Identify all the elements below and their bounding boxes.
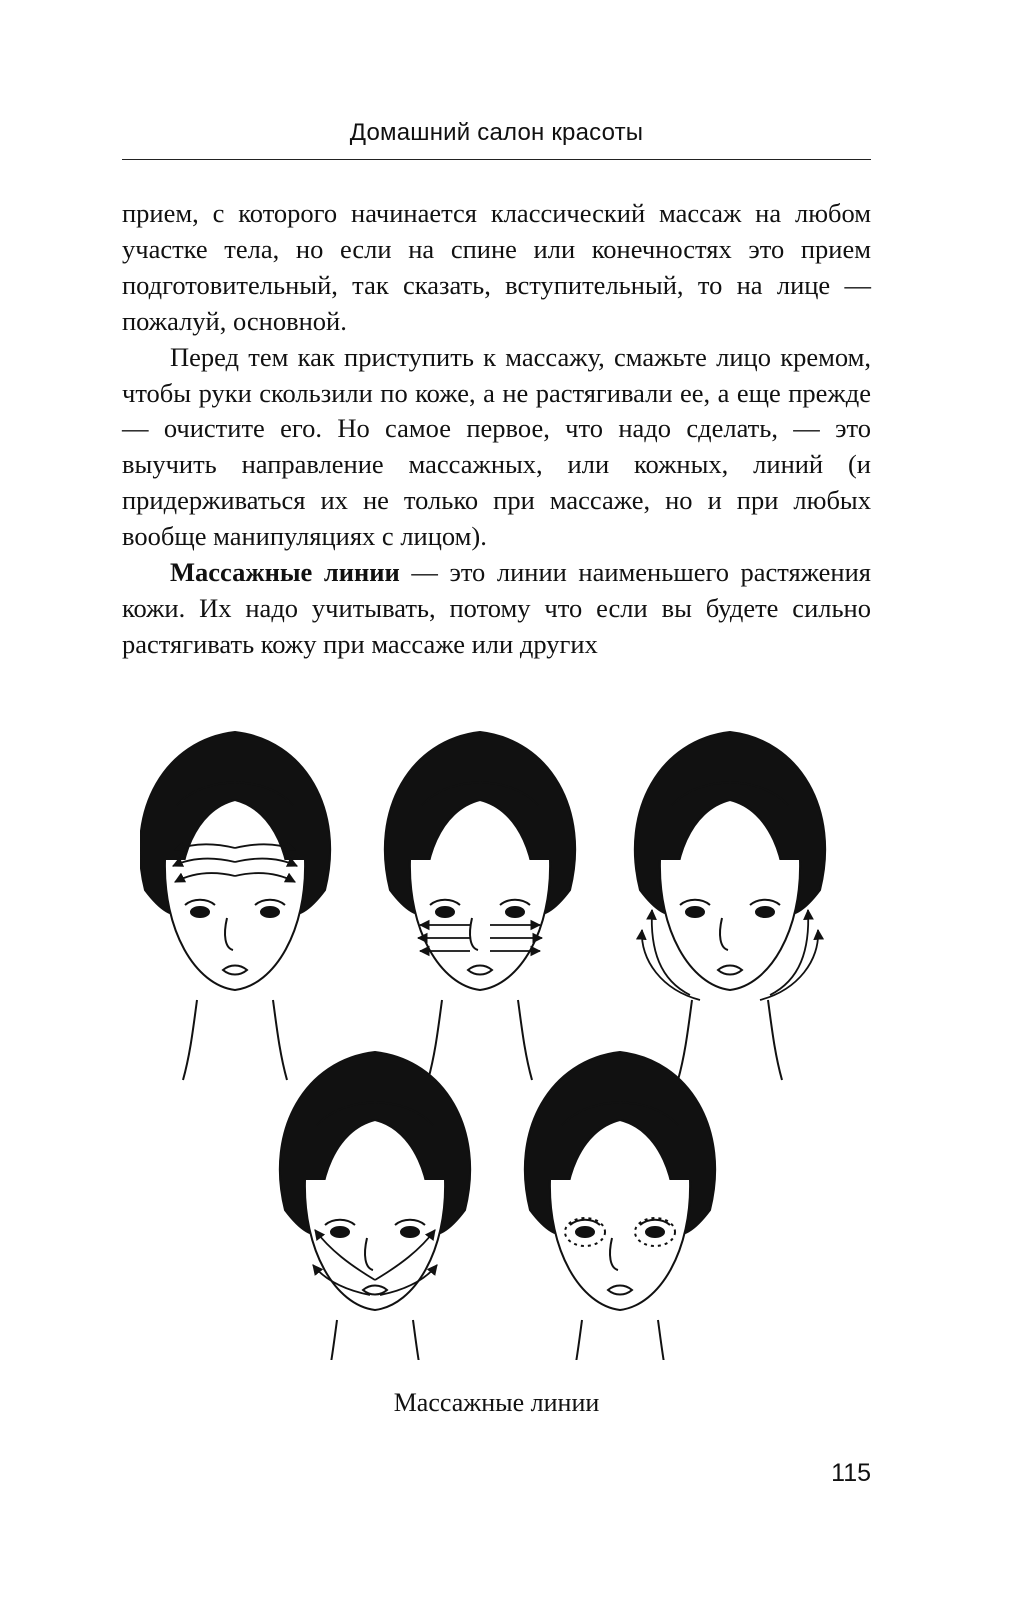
paragraph-3-text: — это линии наименьшего растяжения кожи. Их надо учитывать, потому что если вы будете сильно растягивать кожу при массаже или других	[122, 557, 871, 659]
term-massage-lines: Массажные линии	[170, 557, 400, 588]
face-eye-lines	[525, 1052, 715, 1360]
face-cheek-lines	[385, 732, 575, 1080]
paragraph-2: Перед тем как приступить к массажу, смажьте лицо кремом, чтобы руки скользили по коже, а не растягивали ее, а еще прежде — очистите его. Но самое первое, что надо сделать, — это выучить направление массажных, или кожных, линий (и придерживаться их не только при массаже, но и при любых вообще манипуляциях с лицом).	[122, 341, 871, 552]
face-jaw-lines	[635, 732, 825, 1080]
figure-caption: Массажные линии	[393, 1388, 600, 1417]
face-illustrations	[140, 730, 860, 1360]
paragraph-3	[122, 555, 871, 663]
face-forehead-lines	[140, 732, 330, 1080]
body-text	[122, 196, 871, 663]
page-number: 115	[831, 1459, 871, 1487]
face-mouth-to-temple-lines	[280, 1052, 470, 1360]
header-rule	[122, 159, 871, 160]
paragraph-1: прием, с которого начинается классический массаж на любом участке тела, но если на спине или конечностях это прием подготовительный, так сказать, вступительный, то на лице — пожалуй, основной.	[122, 198, 871, 336]
running-header: Домашний салон красоты	[349, 119, 644, 146]
massage-lines-figure	[140, 730, 860, 1360]
